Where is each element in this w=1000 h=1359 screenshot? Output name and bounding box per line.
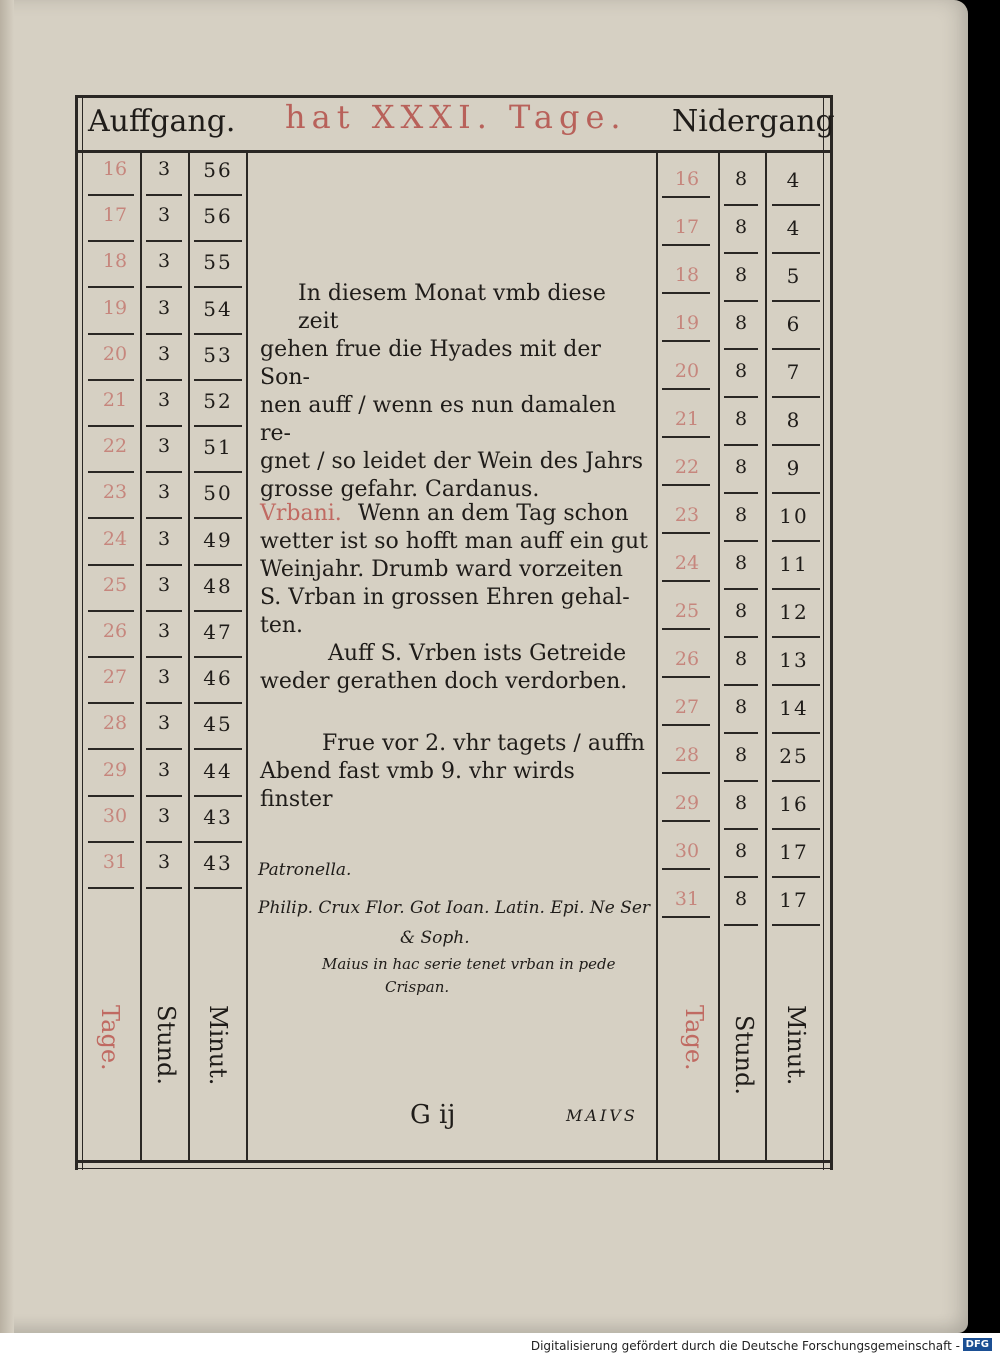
sunset-minute-cell: 6 bbox=[786, 312, 802, 336]
sunrise-hour-cell: 3 bbox=[157, 250, 171, 273]
sunrise-day-cell: 28 bbox=[102, 712, 128, 735]
sunrise-hour-cell: 3 bbox=[157, 573, 171, 596]
sunset-hour-cell: 8 bbox=[734, 600, 748, 622]
sunrise-minute-cell: 49 bbox=[203, 527, 233, 552]
sunset-row-rule bbox=[724, 828, 758, 830]
urban-paragraph bbox=[260, 500, 650, 640]
sunrise-row-rule bbox=[194, 656, 242, 658]
sunrise-hour-cell: 3 bbox=[157, 158, 171, 180]
sunrise-row-rule bbox=[88, 748, 134, 750]
sunrise-row-rule bbox=[146, 841, 182, 843]
saints-line-2: & Soph. bbox=[400, 928, 470, 948]
sunrise-row-rule bbox=[194, 795, 242, 797]
sunset-minute-cell: 17 bbox=[779, 840, 809, 864]
sunset-day-cell: 29 bbox=[674, 792, 700, 814]
sunset-row-rule bbox=[772, 540, 820, 542]
daylight-paragraph bbox=[260, 730, 650, 814]
sunset-hour-cell: 8 bbox=[734, 696, 748, 718]
sunset-row-rule bbox=[772, 828, 820, 830]
sunrise-row-rule bbox=[194, 702, 242, 704]
sunset-day-cell: 17 bbox=[674, 216, 700, 238]
sunrise-hour-cell: 3 bbox=[157, 758, 171, 781]
sunset-day-cell: 31 bbox=[674, 888, 700, 910]
right-divider-3 bbox=[765, 150, 767, 1160]
sunrise-hour-cell: 3 bbox=[157, 851, 171, 873]
sunrise-row-rule bbox=[146, 517, 182, 519]
sunrise-row-rule bbox=[194, 471, 242, 473]
digitization-footer bbox=[0, 1333, 1000, 1359]
right-days-label: Tage. bbox=[680, 1005, 708, 1071]
right-minutes-label: Minut. bbox=[782, 1005, 810, 1086]
header-sunrise-label: Auffgang. bbox=[88, 104, 236, 139]
dfg-logo: DFG bbox=[963, 1338, 992, 1351]
left-divider-3 bbox=[246, 150, 248, 1160]
sunrise-row-rule bbox=[88, 379, 134, 381]
sunset-minute-cell: 4 bbox=[786, 216, 802, 240]
sunset-row-rule bbox=[662, 388, 710, 390]
sunset-row-rule bbox=[724, 876, 758, 878]
sunrise-day-cell: 25 bbox=[102, 573, 128, 596]
sunset-row-rule bbox=[772, 252, 820, 254]
sunset-row-rule bbox=[662, 484, 710, 486]
sunset-minute-cell: 16 bbox=[779, 792, 809, 816]
left-days-label: Tage. bbox=[96, 1005, 124, 1071]
sunset-hour-cell: 8 bbox=[734, 504, 748, 526]
sunset-row-rule bbox=[662, 820, 710, 822]
sunset-minute-cell: 10 bbox=[779, 504, 809, 528]
sunrise-day-cell: 24 bbox=[102, 527, 128, 550]
sunrise-hour-cell: 3 bbox=[157, 435, 171, 458]
page-spine-shadow bbox=[0, 0, 14, 1333]
sunset-row-rule bbox=[662, 916, 710, 918]
sunset-day-cell: 28 bbox=[674, 744, 700, 766]
sunset-hour-cell: 8 bbox=[734, 312, 748, 334]
daylight-line-2: Abend fast vmb 9. vhr wirds finster bbox=[260, 759, 575, 812]
header-sunset-label: Nidergang bbox=[672, 104, 835, 139]
sunrise-hour-cell: 3 bbox=[157, 204, 171, 227]
sunrise-minute-cell: 56 bbox=[203, 158, 233, 182]
sunset-row-rule bbox=[662, 580, 710, 582]
funding-credit: Digitalisierung gefördert durch die Deutsche Forschungsgemeinschaft - bbox=[530, 1339, 960, 1353]
sunrise-row-rule bbox=[146, 564, 182, 566]
hyades-paragraph bbox=[260, 280, 650, 504]
sunrise-row-rule bbox=[88, 286, 134, 288]
sunset-row-rule bbox=[772, 924, 820, 926]
sunset-day-cell: 21 bbox=[674, 408, 700, 430]
signature-mark: G ij bbox=[410, 1100, 456, 1130]
sunrise-row-rule bbox=[146, 425, 182, 427]
sunset-day-cell: 25 bbox=[674, 600, 700, 622]
sunrise-day-cell: 17 bbox=[102, 204, 128, 227]
urban-line-2: wetter ist so hofft man auff ein gut bbox=[260, 529, 648, 554]
sunset-row-rule bbox=[662, 868, 710, 870]
sunset-minute-cell: 11 bbox=[779, 552, 809, 576]
sunset-day-cell: 22 bbox=[674, 456, 700, 478]
sunrise-row-rule bbox=[88, 194, 134, 196]
urban-rubric: Vrbani. bbox=[260, 501, 342, 526]
sunrise-row-rule bbox=[88, 656, 134, 658]
sunset-minute-cell: 8 bbox=[786, 408, 802, 432]
sunrise-row-rule bbox=[88, 795, 134, 797]
sunrise-day-cell: 19 bbox=[102, 296, 128, 319]
sunset-row-rule bbox=[662, 244, 710, 246]
sunrise-row-rule bbox=[194, 517, 242, 519]
saints-verse-2: Crispan. bbox=[385, 978, 450, 996]
sunset-hour-cell: 8 bbox=[734, 552, 748, 574]
left-minutes-label: Minut. bbox=[204, 1005, 232, 1086]
sunset-day-cell: 18 bbox=[674, 264, 700, 286]
sunrise-minute-cell: 50 bbox=[203, 481, 233, 506]
sunset-day-cell: 30 bbox=[674, 840, 700, 862]
sunrise-day-cell: 30 bbox=[102, 804, 128, 827]
sunset-hour-cell: 8 bbox=[734, 264, 748, 286]
sunset-day-cell: 27 bbox=[674, 696, 700, 718]
frame-bottom-rule bbox=[75, 1160, 833, 1163]
sunrise-row-rule bbox=[88, 887, 134, 889]
sunset-row-rule bbox=[662, 772, 710, 774]
sunrise-minute-cell: 52 bbox=[203, 389, 233, 413]
sunset-row-rule bbox=[662, 340, 710, 342]
hyades-line-4: gnet / so leidet der Wein des Jahrs bbox=[260, 449, 644, 474]
sunrise-row-rule bbox=[88, 425, 134, 427]
sunset-row-rule bbox=[724, 540, 758, 542]
sunset-hour-cell: 8 bbox=[734, 456, 748, 478]
sunrise-day-cell: 18 bbox=[102, 250, 128, 273]
sunrise-hour-cell: 3 bbox=[157, 620, 171, 642]
sunset-hour-cell: 8 bbox=[734, 888, 748, 910]
proverb-line-2: weder gerathen doch verdorben. bbox=[260, 669, 628, 694]
sunset-row-rule bbox=[724, 732, 758, 734]
proverb-line-1: Auff S. Vrben ists Getreide bbox=[328, 641, 627, 666]
sunset-row-rule bbox=[772, 492, 820, 494]
sunrise-row-rule bbox=[146, 748, 182, 750]
sunrise-row-rule bbox=[146, 194, 182, 196]
sunrise-row-rule bbox=[146, 887, 182, 889]
sunset-row-rule bbox=[772, 444, 820, 446]
sunset-hour-cell: 8 bbox=[734, 648, 748, 670]
sunrise-row-rule bbox=[88, 517, 134, 519]
sunset-day-cell: 24 bbox=[674, 552, 700, 574]
sunrise-hour-cell: 3 bbox=[157, 342, 171, 365]
sunset-day-cell: 16 bbox=[674, 168, 700, 190]
sunrise-row-rule bbox=[88, 240, 134, 242]
daylight-line-1: Frue vor 2. vhr tagets / auffn bbox=[322, 731, 645, 756]
urban-line-1: Wenn an dem Tag schon bbox=[357, 501, 629, 526]
sunrise-day-cell: 26 bbox=[102, 620, 128, 642]
sunrise-minute-cell: 47 bbox=[203, 620, 233, 644]
sunset-row-rule bbox=[772, 684, 820, 686]
sunrise-row-rule bbox=[88, 333, 134, 335]
sunset-row-rule bbox=[724, 204, 758, 206]
frame-left-rule-inner bbox=[82, 95, 83, 1170]
sunset-hour-cell: 8 bbox=[734, 840, 748, 862]
sunrise-row-rule bbox=[194, 887, 242, 889]
sunrise-row-rule bbox=[194, 564, 242, 566]
saints-line-1: Philip. Crux Flor. Got Ioan. Latin. Epi. Ne Ser bbox=[258, 898, 651, 918]
hyades-line-1: In diesem Monat vmb diese zeit bbox=[298, 281, 606, 334]
sunrise-day-cell: 31 bbox=[102, 851, 128, 873]
proverb-paragraph bbox=[260, 640, 650, 696]
sunrise-hour-cell: 3 bbox=[157, 804, 171, 827]
sunset-minute-cell: 25 bbox=[779, 744, 809, 768]
sunrise-row-rule bbox=[146, 471, 182, 473]
sunset-row-rule bbox=[724, 444, 758, 446]
sunset-row-rule bbox=[772, 348, 820, 350]
sunrise-day-cell: 29 bbox=[102, 758, 128, 781]
sunset-row-rule bbox=[772, 876, 820, 878]
sunset-row-rule bbox=[724, 252, 758, 254]
sunset-row-rule bbox=[724, 396, 758, 398]
sunset-hour-cell: 8 bbox=[734, 408, 748, 430]
sunrise-minute-cell: 48 bbox=[203, 573, 233, 598]
hyades-line-5: grosse gefahr. Cardanus. bbox=[260, 477, 540, 502]
sunrise-day-cell: 20 bbox=[102, 342, 128, 365]
sunset-minute-cell: 4 bbox=[786, 168, 802, 192]
sunrise-minute-cell: 53 bbox=[203, 342, 233, 367]
urban-line-5: ten. bbox=[260, 613, 304, 638]
sunset-row-rule bbox=[662, 628, 710, 630]
hyades-line-3: nen auff / wenn es nun damalen re- bbox=[260, 393, 617, 446]
frame-right-rule bbox=[830, 95, 833, 1170]
sunrise-row-rule bbox=[194, 425, 242, 427]
sunrise-hour-cell: 3 bbox=[157, 712, 171, 735]
sunrise-minute-cell: 55 bbox=[203, 250, 233, 275]
sunrise-minute-cell: 43 bbox=[203, 851, 233, 875]
right-hours-label: Stund. bbox=[730, 1015, 758, 1095]
sunrise-row-rule bbox=[88, 702, 134, 704]
sunset-minute-cell: 5 bbox=[786, 264, 802, 288]
sunset-hour-cell: 8 bbox=[734, 168, 748, 190]
sunset-hour-cell: 8 bbox=[734, 744, 748, 766]
sunset-minute-cell: 13 bbox=[779, 648, 809, 672]
sunrise-minute-cell: 43 bbox=[203, 804, 233, 829]
header-month-days: hat XXXI. Tage. bbox=[285, 98, 627, 136]
sunrise-hour-cell: 3 bbox=[157, 481, 171, 504]
sunset-row-rule bbox=[724, 492, 758, 494]
sunrise-row-rule bbox=[194, 610, 242, 612]
catchword: MAIVS bbox=[566, 1106, 638, 1125]
sunset-row-rule bbox=[662, 436, 710, 438]
sunrise-minute-cell: 46 bbox=[203, 666, 233, 691]
sunrise-minute-cell: 54 bbox=[203, 296, 233, 321]
sunset-row-rule bbox=[724, 348, 758, 350]
sunset-minute-cell: 17 bbox=[779, 888, 809, 912]
sunset-row-rule bbox=[772, 588, 820, 590]
sunset-hour-cell: 8 bbox=[734, 792, 748, 814]
sunset-row-rule bbox=[724, 780, 758, 782]
sunrise-row-rule bbox=[194, 286, 242, 288]
sunrise-row-rule bbox=[194, 240, 242, 242]
saints-verse-1: Maius in hac serie tenet vrban in pede bbox=[322, 955, 616, 973]
sunrise-row-rule bbox=[146, 795, 182, 797]
sunrise-day-cell: 16 bbox=[102, 158, 128, 180]
saint-patronella: Patronella. bbox=[258, 860, 352, 880]
frame-right-rule-inner bbox=[823, 95, 824, 1170]
right-divider-1 bbox=[656, 150, 658, 1160]
sunset-row-rule bbox=[772, 300, 820, 302]
sunset-row-rule bbox=[772, 204, 820, 206]
sunset-day-cell: 23 bbox=[674, 504, 700, 526]
sunset-minute-cell: 7 bbox=[786, 360, 802, 384]
sunset-day-cell: 26 bbox=[674, 648, 700, 670]
sunset-row-rule bbox=[662, 292, 710, 294]
sunset-row-rule bbox=[662, 724, 710, 726]
sunrise-day-cell: 23 bbox=[102, 481, 128, 504]
sunrise-row-rule bbox=[146, 610, 182, 612]
sunrise-hour-cell: 3 bbox=[157, 527, 171, 550]
urban-line-3: Weinjahr. Drumb ward vorzeiten bbox=[260, 557, 623, 582]
frame-bottom-rule-2 bbox=[75, 1168, 833, 1169]
sunset-day-cell: 20 bbox=[674, 360, 700, 382]
sunset-row-rule bbox=[662, 676, 710, 678]
right-divider-2 bbox=[718, 150, 720, 1160]
sunrise-row-rule bbox=[146, 240, 182, 242]
sunset-minute-cell: 14 bbox=[779, 696, 809, 720]
sunrise-row-rule bbox=[88, 564, 134, 566]
sunset-hour-cell: 8 bbox=[734, 216, 748, 238]
sunrise-row-rule bbox=[146, 333, 182, 335]
sunrise-row-rule bbox=[146, 702, 182, 704]
sunrise-row-rule bbox=[146, 379, 182, 381]
sunset-row-rule bbox=[724, 300, 758, 302]
sunset-minute-cell: 12 bbox=[779, 600, 809, 624]
sunrise-minute-cell: 51 bbox=[203, 435, 233, 460]
sunrise-row-rule bbox=[194, 333, 242, 335]
sunset-row-rule bbox=[772, 396, 820, 398]
sunrise-hour-cell: 3 bbox=[157, 296, 171, 319]
sunrise-day-cell: 22 bbox=[102, 435, 128, 458]
sunset-row-rule bbox=[724, 924, 758, 926]
sunrise-row-rule bbox=[88, 610, 134, 612]
sunrise-minute-cell: 44 bbox=[203, 758, 233, 783]
sunrise-hour-cell: 3 bbox=[157, 389, 171, 411]
sunrise-minute-cell: 45 bbox=[203, 712, 233, 737]
left-hours-label: Stund. bbox=[152, 1005, 180, 1085]
sunrise-minute-cell: 56 bbox=[203, 204, 233, 229]
sunrise-row-rule bbox=[146, 656, 182, 658]
sunrise-hour-cell: 3 bbox=[157, 666, 171, 689]
sunset-minute-cell: 9 bbox=[786, 456, 802, 480]
frame-left-rule bbox=[75, 95, 78, 1170]
sunrise-row-rule bbox=[88, 471, 134, 473]
sunrise-row-rule bbox=[194, 379, 242, 381]
sunset-row-rule bbox=[724, 636, 758, 638]
sunrise-row-rule bbox=[194, 841, 242, 843]
sunset-row-rule bbox=[772, 780, 820, 782]
left-divider-1 bbox=[140, 150, 142, 1160]
sunrise-row-rule bbox=[146, 286, 182, 288]
sunset-row-rule bbox=[772, 732, 820, 734]
sunrise-day-cell: 21 bbox=[102, 389, 128, 411]
sunset-row-rule bbox=[772, 636, 820, 638]
sunrise-day-cell: 27 bbox=[102, 666, 128, 689]
sunset-hour-cell: 8 bbox=[734, 360, 748, 382]
sunrise-row-rule bbox=[194, 194, 242, 196]
sunset-row-rule bbox=[662, 532, 710, 534]
hyades-line-2: gehen frue die Hyades mit der Son- bbox=[260, 337, 601, 390]
sunset-day-cell: 19 bbox=[674, 312, 700, 334]
left-divider-2 bbox=[188, 150, 190, 1160]
urban-line-4: S. Vrban in grossen Ehren gehal- bbox=[260, 585, 630, 610]
sunset-row-rule bbox=[662, 196, 710, 198]
sunrise-row-rule bbox=[194, 748, 242, 750]
sunrise-row-rule bbox=[88, 841, 134, 843]
sunset-row-rule bbox=[724, 588, 758, 590]
sunset-row-rule bbox=[724, 684, 758, 686]
